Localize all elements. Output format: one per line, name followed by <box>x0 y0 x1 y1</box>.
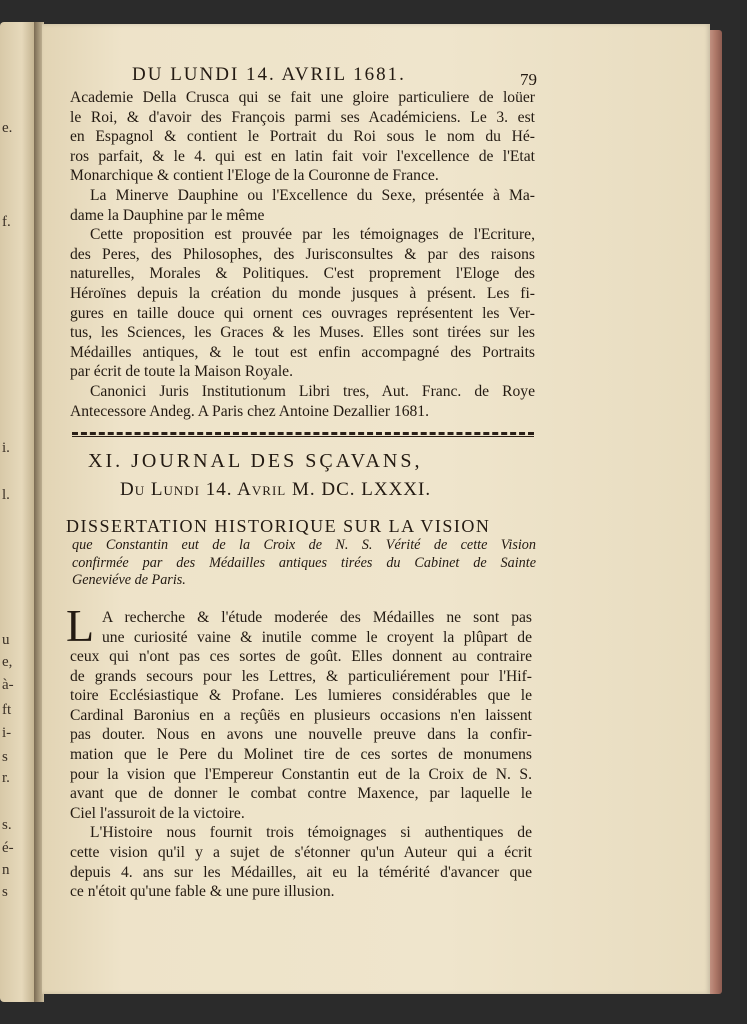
left-page-fragment: s <box>2 749 8 765</box>
text-line: mation que le Pere du Molinet tire de ces sortes de monumens <box>70 745 532 763</box>
subtitle-line: que Constantin eut de la Croix de N. S. Vérité de cette Vision <box>72 537 536 553</box>
body-first-lines <box>102 608 532 647</box>
text-line: A recherche & l'étude moderée des Médailles ne sont pas <box>102 609 532 626</box>
text-line: L'Histoire nous fournit trois témoignages si authentiques de <box>90 824 532 842</box>
left-page-fragment: é- <box>2 840 14 856</box>
text-line: Héroïnes depuis la création du monde jusques à présent. Les fi- <box>70 284 535 302</box>
drop-cap: L <box>66 600 95 651</box>
text-line: Médailles antiques, & le tout est enfin accompagné des Portraits <box>70 343 535 361</box>
top-section <box>70 88 535 421</box>
left-page-fragment: à- <box>2 677 14 693</box>
text-line: Cette proposition est prouvée par les témoignages de l'Ecriture, <box>90 226 535 244</box>
text-line: en Espagnol & contient le Portrait du Roi sous le nom du Hé- <box>70 128 535 146</box>
text-line: toire Ecclésiastique & Profane. Les lumieres considérables que le <box>70 687 532 705</box>
page-edge <box>708 30 722 994</box>
text-line: La Minerve Dauphine ou l'Excellence du Sexe, présentée à Ma- <box>90 186 535 204</box>
text-line: naturelles, Morales & Politiques. C'est proprement l'Eloge des <box>70 265 535 283</box>
left-page-fragment: n <box>2 862 10 878</box>
left-page-fragment: ft <box>2 702 12 718</box>
text-line: Canonici Juris Institutionum Libri tres, Aut. Franc. de Roye <box>90 382 535 400</box>
left-page-fragment: e, <box>2 654 13 670</box>
text-line: le Roi, & d'avoir des François parmi ses Académiciens. Le 3. est <box>70 108 535 126</box>
body-section <box>70 647 532 902</box>
text-line: Antecessore Andeg. A Paris chez Antoine Dezallier 1681. <box>70 402 429 420</box>
page-number: 79 <box>520 70 537 89</box>
text-line: ce n'étoit qu'une fable & une pure illusion. <box>70 883 335 901</box>
journal-title: XI. JOURNAL DES SÇAVANS, <box>88 450 423 472</box>
text-line: dame la Dauphine par le même <box>70 206 265 224</box>
running-head: DU LUNDI 14. AVRIL 1681. <box>132 64 406 85</box>
text-line: Academie Della Crusca qui se fait une gloire particuliere de loüer <box>70 89 535 106</box>
left-page-fragment: i. <box>2 440 10 456</box>
dissertation-title: DISSERTATION HISTORIQUE SUR LA VISION <box>66 516 491 536</box>
text-line: de grands secours pour les Lettres, & particuliérement pour l'Hif- <box>70 667 532 685</box>
left-page-fragment: l. <box>2 487 10 503</box>
subtitle-line: Geneviéve de Paris. <box>72 572 186 588</box>
left-page-fragment: s <box>2 884 8 900</box>
text-line: Monarchique & contient l'Eloge de la Couronne de France. <box>70 167 439 185</box>
text-line: pour la vision que l'Empereur Constantin eut de la Croix de N. S. <box>70 765 532 783</box>
text-line: Cardinal Baronius en a reçûës en plusieurs occasions n'en laissent <box>70 706 532 724</box>
subtitle-line: confirmée par des Médailles antiques tirées du Cabinet de Sainte <box>72 554 536 571</box>
left-page-fragment: r. <box>2 770 10 786</box>
left-page-fragment: u <box>2 632 10 648</box>
text-line: ceux qui n'ont pas ces sortes de goût. Elles donnent au contraire <box>70 648 532 665</box>
text-line: des Peres, des Philosophes, des Jurisconsultes & par des raisons <box>70 245 535 263</box>
text-line: ros parfait, & le 4. qui est en latin fait voir l'excellence de l'Etat <box>70 147 535 165</box>
left-page-fragment: i- <box>2 725 12 741</box>
text-line: avant que de donner le combat contre Maxence, par laquelle le <box>70 785 532 803</box>
text-line: gures en taille douce qui ornent ces ouvrages représentent les Ver- <box>70 304 535 322</box>
text-line: pas douter. Nous en avons une nouvelle preuve dans la confir- <box>70 726 532 744</box>
text-line: tus, les Sciences, les Graces & les Muses. Elles sont tirées sur les <box>70 324 535 342</box>
left-facing-page <box>0 22 36 1002</box>
text-line: une curiosité vaine & inutile comme le croyent la plûpart de <box>102 628 532 646</box>
text-line: depuis 4. ans sur les Médailles, ait eu la témérité d'avancer que <box>70 863 532 881</box>
left-page-fragment: s. <box>2 817 12 833</box>
issue-date: Du Lundi 14. Avril M. DC. LXXXI. <box>120 479 432 500</box>
dissertation-subtitle <box>72 537 536 590</box>
text-line: par écrit de toute la Maison Royale. <box>70 363 294 381</box>
text-line: Ciel l'assuroit de la victoire. <box>70 804 245 822</box>
section-divider <box>72 432 534 435</box>
section-divider-thin <box>72 436 534 437</box>
text-line: cette vision qu'il y a sujet de s'étonner qu'un Auteur qui a écrit <box>70 843 532 861</box>
left-page-fragment: f. <box>2 214 11 230</box>
left-page-fragment: e. <box>2 120 13 136</box>
